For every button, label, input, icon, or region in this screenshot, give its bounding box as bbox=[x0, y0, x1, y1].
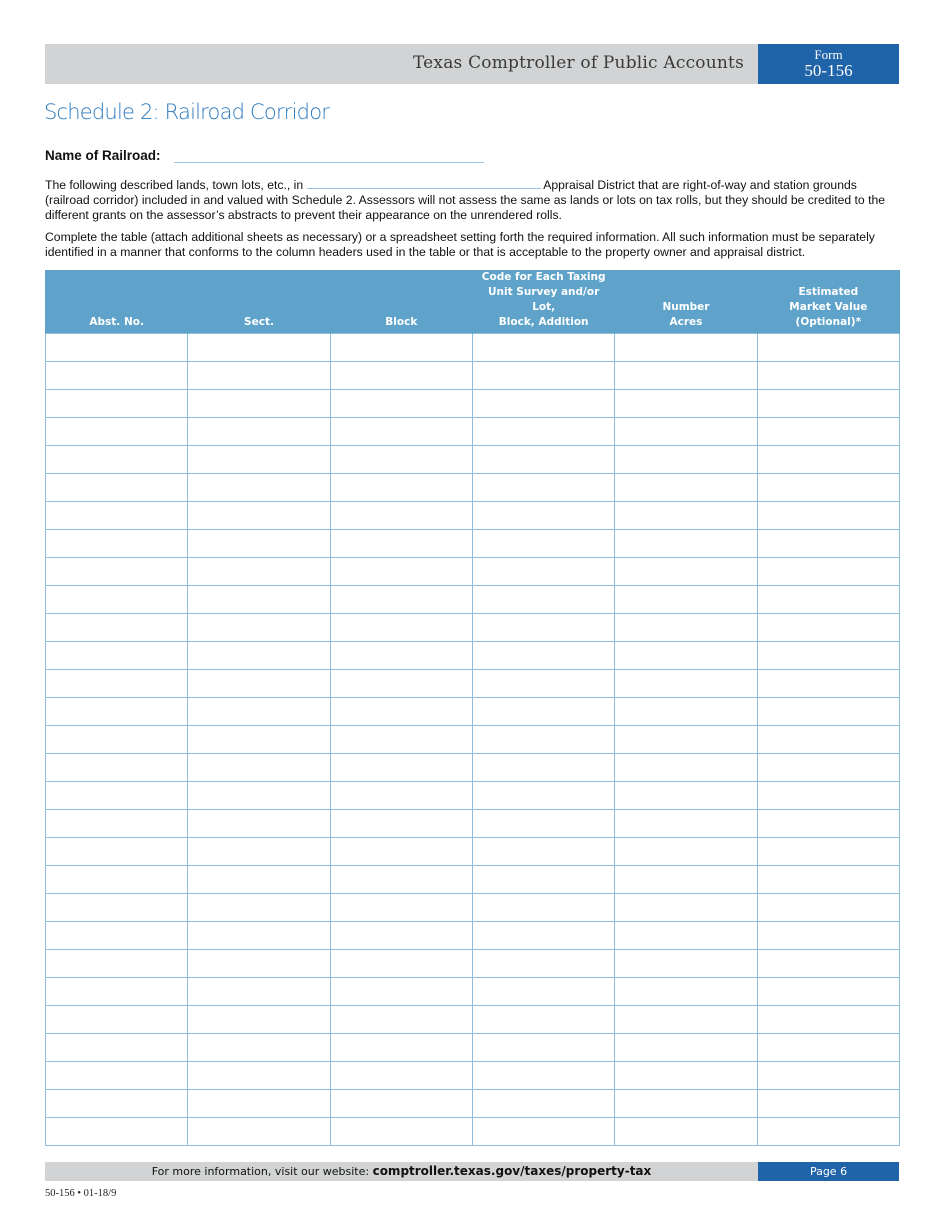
table-cell[interactable] bbox=[472, 362, 614, 390]
table-row bbox=[46, 838, 900, 866]
table-cell[interactable] bbox=[330, 362, 472, 390]
table-cell[interactable] bbox=[46, 390, 188, 418]
table-cell[interactable] bbox=[615, 530, 757, 558]
table-cell[interactable] bbox=[46, 782, 188, 810]
footer-bar bbox=[45, 1162, 758, 1181]
table-cell[interactable] bbox=[757, 530, 899, 558]
table-row bbox=[46, 446, 900, 474]
table-cell[interactable] bbox=[46, 894, 188, 922]
form-revision-code: 50-156 • 01-18/9 bbox=[45, 1188, 117, 1199]
table-cell[interactable] bbox=[330, 1118, 472, 1146]
table-cell[interactable] bbox=[330, 894, 472, 922]
table-cell[interactable] bbox=[46, 866, 188, 894]
table-cell[interactable] bbox=[757, 390, 899, 418]
table-cell[interactable] bbox=[188, 642, 330, 670]
table-cell[interactable] bbox=[188, 810, 330, 838]
table-row bbox=[46, 978, 900, 1006]
table-cell[interactable] bbox=[46, 810, 188, 838]
table-cell[interactable] bbox=[330, 502, 472, 530]
table-row bbox=[46, 1006, 900, 1034]
table-cell[interactable] bbox=[330, 614, 472, 642]
table-cell[interactable] bbox=[188, 670, 330, 698]
table-cell[interactable] bbox=[757, 838, 899, 866]
table-cell[interactable] bbox=[46, 418, 188, 446]
table-cell[interactable] bbox=[188, 1006, 330, 1034]
table-row bbox=[46, 530, 900, 558]
p1-after: Appraisal District that are right-of-way and station grounds (railroad corridor) included in and valued with Schedule 2. Assessors will not assess the same as lands or lots on tax rolls, but they should be credited to the different grants on the assessor’s abstracts to prevent their appearance on the unrendered rolls. bbox=[45, 178, 886, 222]
table-cell[interactable] bbox=[615, 642, 757, 670]
table-cell[interactable] bbox=[615, 894, 757, 922]
table-cell[interactable] bbox=[615, 418, 757, 446]
table-cell[interactable] bbox=[46, 474, 188, 502]
table-cell[interactable] bbox=[615, 866, 757, 894]
table-cell[interactable] bbox=[472, 922, 614, 950]
table-cell[interactable] bbox=[188, 586, 330, 614]
table-cell[interactable] bbox=[615, 950, 757, 978]
table-cell[interactable] bbox=[330, 698, 472, 726]
column-header-5 bbox=[757, 270, 899, 334]
table-cell[interactable] bbox=[615, 754, 757, 782]
table-cell[interactable] bbox=[615, 978, 757, 1006]
table-cell[interactable] bbox=[615, 1118, 757, 1146]
instructions-paragraph-1 bbox=[45, 178, 900, 223]
column-header-line: Code for Each Taxing bbox=[481, 271, 606, 283]
table-row bbox=[46, 754, 900, 782]
column-header-line: Estimated bbox=[798, 286, 859, 298]
form-number-box bbox=[758, 44, 899, 84]
table-cell[interactable] bbox=[188, 698, 330, 726]
table-row bbox=[46, 810, 900, 838]
column-header-line: Block, Addition bbox=[498, 316, 589, 328]
table-cell[interactable] bbox=[757, 698, 899, 726]
table-cell[interactable] bbox=[330, 586, 472, 614]
column-header-1 bbox=[188, 270, 330, 334]
table-cell[interactable] bbox=[188, 754, 330, 782]
table-cell[interactable] bbox=[615, 1006, 757, 1034]
table-cell[interactable] bbox=[330, 978, 472, 1006]
page-number: Page 6 bbox=[758, 1162, 899, 1181]
table-cell[interactable] bbox=[757, 642, 899, 670]
table-cell[interactable] bbox=[472, 698, 614, 726]
table-cell[interactable] bbox=[615, 726, 757, 754]
table-cell[interactable] bbox=[757, 894, 899, 922]
table-cell[interactable] bbox=[472, 586, 614, 614]
table-cell[interactable] bbox=[472, 334, 614, 362]
table-cell[interactable] bbox=[188, 390, 330, 418]
table-row bbox=[46, 1090, 900, 1118]
table-cell[interactable] bbox=[472, 530, 614, 558]
table-cell[interactable] bbox=[46, 922, 188, 950]
table-cell[interactable] bbox=[615, 1090, 757, 1118]
table-row bbox=[46, 642, 900, 670]
table-cell[interactable] bbox=[615, 474, 757, 502]
table-cell[interactable] bbox=[188, 1090, 330, 1118]
table-cell[interactable] bbox=[757, 418, 899, 446]
page-title: Schedule 2: Railroad Corridor bbox=[44, 100, 330, 124]
table-row bbox=[46, 726, 900, 754]
table-cell[interactable] bbox=[46, 1034, 188, 1062]
table-cell[interactable] bbox=[330, 866, 472, 894]
table-cell[interactable] bbox=[472, 978, 614, 1006]
column-header-line: Unit Survey and/or Lot, bbox=[488, 286, 600, 313]
table-cell[interactable] bbox=[472, 726, 614, 754]
table-cell[interactable] bbox=[188, 558, 330, 586]
table-cell[interactable] bbox=[46, 502, 188, 530]
appraisal-district-field[interactable] bbox=[307, 178, 541, 189]
table-cell[interactable] bbox=[46, 334, 188, 362]
table-cell[interactable] bbox=[188, 922, 330, 950]
table-cell[interactable] bbox=[188, 502, 330, 530]
table-cell[interactable] bbox=[188, 614, 330, 642]
table-cell[interactable] bbox=[188, 838, 330, 866]
table-cell[interactable] bbox=[615, 334, 757, 362]
table-cell[interactable] bbox=[757, 1062, 899, 1090]
table-row bbox=[46, 334, 900, 362]
table-cell[interactable] bbox=[615, 586, 757, 614]
column-header-2 bbox=[330, 270, 472, 334]
table-cell[interactable] bbox=[46, 838, 188, 866]
table-cell[interactable] bbox=[46, 586, 188, 614]
table-cell[interactable] bbox=[472, 810, 614, 838]
table-cell[interactable] bbox=[330, 754, 472, 782]
table-row bbox=[46, 418, 900, 446]
table-row bbox=[46, 362, 900, 390]
table-cell[interactable] bbox=[46, 754, 188, 782]
table-cell[interactable] bbox=[330, 642, 472, 670]
table-row bbox=[46, 502, 900, 530]
column-header-line: Number bbox=[662, 301, 710, 313]
table-cell[interactable] bbox=[472, 1006, 614, 1034]
table-cell[interactable] bbox=[757, 978, 899, 1006]
table-cell[interactable] bbox=[46, 950, 188, 978]
table-cell[interactable] bbox=[615, 558, 757, 586]
table-cell[interactable] bbox=[472, 418, 614, 446]
table-cell[interactable] bbox=[472, 894, 614, 922]
table-cell[interactable] bbox=[188, 530, 330, 558]
table-cell[interactable] bbox=[472, 1062, 614, 1090]
table-cell[interactable] bbox=[757, 726, 899, 754]
table-cell[interactable] bbox=[46, 642, 188, 670]
column-header-line: Abst. No. bbox=[89, 316, 144, 328]
table-cell[interactable] bbox=[757, 362, 899, 390]
table-cell[interactable] bbox=[188, 894, 330, 922]
table-cell[interactable] bbox=[188, 474, 330, 502]
table-cell[interactable] bbox=[757, 810, 899, 838]
column-header-0 bbox=[46, 270, 188, 334]
table-body bbox=[46, 334, 900, 1146]
table-cell[interactable] bbox=[472, 1090, 614, 1118]
table-cell[interactable] bbox=[188, 1034, 330, 1062]
table-cell[interactable] bbox=[472, 754, 614, 782]
table-row bbox=[46, 866, 900, 894]
table-cell[interactable] bbox=[46, 614, 188, 642]
table-cell[interactable] bbox=[757, 334, 899, 362]
table-cell[interactable] bbox=[330, 530, 472, 558]
table-cell[interactable] bbox=[46, 446, 188, 474]
table-cell[interactable] bbox=[757, 950, 899, 978]
table-header-row bbox=[46, 270, 900, 334]
table-cell[interactable] bbox=[188, 726, 330, 754]
table-row bbox=[46, 586, 900, 614]
table-cell[interactable] bbox=[46, 1062, 188, 1090]
table-cell[interactable] bbox=[188, 1118, 330, 1146]
table-cell[interactable] bbox=[46, 726, 188, 754]
table-cell[interactable] bbox=[46, 978, 188, 1006]
table-cell[interactable] bbox=[46, 670, 188, 698]
table-cell[interactable] bbox=[757, 474, 899, 502]
table-cell[interactable] bbox=[46, 1006, 188, 1034]
table-cell[interactable] bbox=[188, 362, 330, 390]
table-row bbox=[46, 1062, 900, 1090]
table-cell[interactable] bbox=[330, 418, 472, 446]
footer-info-text: For more information, visit our website: bbox=[151, 1165, 373, 1178]
railroad-name-label: Name of Railroad: bbox=[45, 148, 161, 163]
table-cell[interactable] bbox=[46, 362, 188, 390]
table-cell[interactable] bbox=[472, 1118, 614, 1146]
table-cell[interactable] bbox=[330, 950, 472, 978]
table-cell[interactable] bbox=[472, 670, 614, 698]
table-cell[interactable] bbox=[472, 1034, 614, 1062]
table-cell[interactable] bbox=[188, 782, 330, 810]
table-cell[interactable] bbox=[615, 782, 757, 810]
table-cell[interactable] bbox=[46, 558, 188, 586]
table-cell[interactable] bbox=[615, 1034, 757, 1062]
table-cell[interactable] bbox=[757, 754, 899, 782]
table-cell[interactable] bbox=[615, 614, 757, 642]
table-cell[interactable] bbox=[330, 390, 472, 418]
table-cell[interactable] bbox=[330, 1034, 472, 1062]
table-row bbox=[46, 614, 900, 642]
table-row bbox=[46, 950, 900, 978]
table-cell[interactable] bbox=[757, 922, 899, 950]
table-cell[interactable] bbox=[757, 446, 899, 474]
column-header-3 bbox=[472, 270, 614, 334]
table-cell[interactable] bbox=[757, 1006, 899, 1034]
table-cell[interactable] bbox=[188, 866, 330, 894]
table-cell[interactable] bbox=[757, 866, 899, 894]
table-cell[interactable] bbox=[615, 810, 757, 838]
column-header-line: (Optional)* bbox=[795, 316, 862, 328]
table-cell[interactable] bbox=[472, 502, 614, 530]
column-header-line: Block bbox=[385, 316, 418, 328]
form-number: 50-156 bbox=[804, 61, 853, 80]
table-cell[interactable] bbox=[472, 642, 614, 670]
table-cell[interactable] bbox=[46, 1118, 188, 1146]
table-row bbox=[46, 1118, 900, 1146]
p1-before: The following described lands, town lots, etc., in bbox=[45, 178, 304, 192]
table-row bbox=[46, 558, 900, 586]
table-cell[interactable] bbox=[472, 950, 614, 978]
table-cell[interactable] bbox=[472, 866, 614, 894]
column-header-line: Sect. bbox=[244, 316, 274, 328]
agency-name: Texas Comptroller of Public Accounts bbox=[412, 53, 744, 73]
table-cell[interactable] bbox=[472, 838, 614, 866]
table-cell[interactable] bbox=[615, 362, 757, 390]
table-cell[interactable] bbox=[757, 782, 899, 810]
table-cell[interactable] bbox=[188, 1062, 330, 1090]
table-cell[interactable] bbox=[46, 698, 188, 726]
column-header-line: Acres bbox=[669, 316, 703, 328]
table-cell[interactable] bbox=[46, 530, 188, 558]
table-cell[interactable] bbox=[188, 446, 330, 474]
table-row bbox=[46, 1034, 900, 1062]
table-row bbox=[46, 474, 900, 502]
table-cell[interactable] bbox=[615, 838, 757, 866]
table-row bbox=[46, 782, 900, 810]
table-cell[interactable] bbox=[757, 586, 899, 614]
table-cell[interactable] bbox=[188, 950, 330, 978]
table-cell[interactable] bbox=[330, 334, 472, 362]
table-cell[interactable] bbox=[757, 558, 899, 586]
table-cell[interactable] bbox=[472, 474, 614, 502]
table-cell[interactable] bbox=[46, 1090, 188, 1118]
table-cell[interactable] bbox=[188, 418, 330, 446]
instructions-paragraph-2: Complete the table (attach additional sheets as necessary) or a spreadsheet setting forth the required information. All such information must be separately identified in a manner that conforms to the column headers used in the table or that is acceptable to the property owner and appraisal district. bbox=[45, 230, 875, 259]
table-cell[interactable] bbox=[615, 390, 757, 418]
website-link[interactable]: comptroller.texas.gov/taxes/property-tax bbox=[372, 1164, 652, 1178]
table-cell[interactable] bbox=[472, 614, 614, 642]
table-cell[interactable] bbox=[472, 782, 614, 810]
table-row bbox=[46, 698, 900, 726]
table-cell[interactable] bbox=[757, 1034, 899, 1062]
table-cell[interactable] bbox=[330, 782, 472, 810]
table-cell[interactable] bbox=[330, 670, 472, 698]
table-cell[interactable] bbox=[330, 810, 472, 838]
table-row bbox=[46, 894, 900, 922]
table-cell[interactable] bbox=[330, 446, 472, 474]
table-cell[interactable] bbox=[615, 446, 757, 474]
table-cell[interactable] bbox=[757, 1090, 899, 1118]
table-row bbox=[46, 670, 900, 698]
table-cell[interactable] bbox=[330, 922, 472, 950]
table-cell[interactable] bbox=[330, 726, 472, 754]
table-cell[interactable] bbox=[615, 698, 757, 726]
table-row bbox=[46, 922, 900, 950]
table-cell[interactable] bbox=[615, 670, 757, 698]
table-cell[interactable] bbox=[330, 838, 472, 866]
table-cell[interactable] bbox=[757, 1118, 899, 1146]
railroad-name-field[interactable] bbox=[174, 162, 484, 163]
table-cell[interactable] bbox=[757, 614, 899, 642]
table-cell[interactable] bbox=[615, 502, 757, 530]
column-header-line: Market Value bbox=[789, 301, 868, 313]
table-cell[interactable] bbox=[472, 558, 614, 586]
corridor-table bbox=[45, 270, 900, 1146]
table-cell[interactable] bbox=[188, 334, 330, 362]
table-cell[interactable] bbox=[188, 978, 330, 1006]
form-label: Form bbox=[814, 47, 843, 62]
table-cell[interactable] bbox=[615, 1062, 757, 1090]
table-cell[interactable] bbox=[330, 474, 472, 502]
table-cell[interactable] bbox=[615, 922, 757, 950]
table-cell[interactable] bbox=[330, 1006, 472, 1034]
table-cell[interactable] bbox=[330, 1090, 472, 1118]
column-header-4 bbox=[615, 270, 757, 334]
table-cell[interactable] bbox=[757, 502, 899, 530]
header-bar bbox=[45, 44, 758, 84]
table-cell[interactable] bbox=[472, 446, 614, 474]
table-cell[interactable] bbox=[472, 390, 614, 418]
table-cell[interactable] bbox=[330, 1062, 472, 1090]
table-cell[interactable] bbox=[757, 670, 899, 698]
table-cell[interactable] bbox=[330, 558, 472, 586]
table-row bbox=[46, 390, 900, 418]
